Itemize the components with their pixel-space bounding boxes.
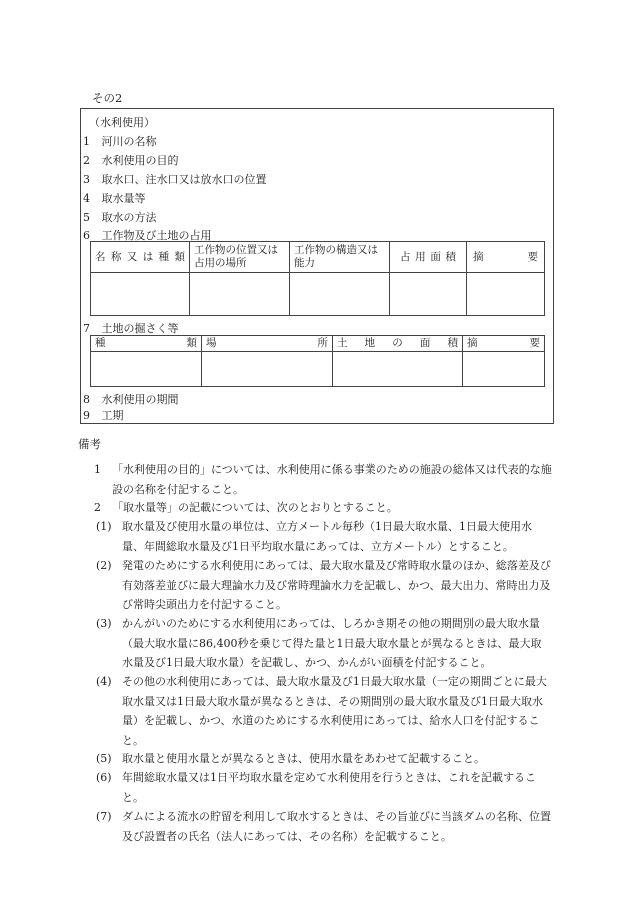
item-label: 取水口、注水口又は放水口の位置 xyxy=(101,173,267,186)
item-number: 9 xyxy=(83,409,90,422)
subnote-1 xyxy=(96,517,552,556)
box-title: （水利使用） xyxy=(89,116,155,129)
item-number: 2 xyxy=(83,154,90,167)
form-heading: その2 xyxy=(92,91,123,105)
item-3 xyxy=(83,171,267,187)
item-label: 取水量等 xyxy=(101,192,146,205)
header-cell: 名称又は種類 xyxy=(91,242,190,273)
item-number: 4 xyxy=(83,192,90,205)
remark-2 xyxy=(94,498,552,518)
form-box xyxy=(80,108,554,424)
table-cell[interactable] xyxy=(467,273,545,316)
subnote-7 xyxy=(96,807,552,846)
subnote-6 xyxy=(96,768,552,807)
item-label: 工作物及び土地の占用 xyxy=(101,229,212,242)
subnote-number: (7) xyxy=(96,810,112,823)
subnote-number: (1) xyxy=(96,520,112,533)
subnote-3 xyxy=(96,614,552,673)
subnote-number: (3) xyxy=(96,617,112,630)
header-cell: 占用面積 xyxy=(390,242,467,273)
item-label: 取水の方法 xyxy=(101,211,157,224)
item-label: 水利使用の目的 xyxy=(101,154,179,167)
remark-number: 1 xyxy=(94,463,101,476)
item-7 xyxy=(83,320,179,336)
remark-text: 「水利使用の目的」については、水利使用に係る事業のための施設の総体又は代表的な施設の名称を付記すること。 xyxy=(112,463,552,496)
subnote-number: (2) xyxy=(96,559,112,572)
table-cell[interactable] xyxy=(190,273,290,316)
subnote-text: 取水量と使用水量とが異なるときは、使用水量をあわせて記載すること。 xyxy=(122,752,485,765)
header-cell: 種類 xyxy=(91,336,202,352)
subnote-text: ダムによる流水の貯留を利用して取水するときは、その旨並びに当該ダムの名称、位置及び設置者の氏名（法人にあっては、その名称）を記載すること。 xyxy=(122,810,551,843)
item-8 xyxy=(83,391,179,407)
item-2 xyxy=(83,152,179,168)
item-label: 工期 xyxy=(101,409,124,422)
item-5 xyxy=(83,209,157,225)
item-1 xyxy=(83,133,157,149)
subnote-text: 年間総取水量又は1日平均取水量を定めて水利使用を行うときは、これを記載すること。 xyxy=(122,771,536,804)
header-cell: 土地の面積 xyxy=(333,336,463,352)
excavation-table xyxy=(90,335,545,387)
item-9 xyxy=(83,407,124,423)
table-cell[interactable] xyxy=(463,352,545,387)
occupancy-table xyxy=(90,241,545,316)
item-4 xyxy=(83,190,146,206)
remark-number: 2 xyxy=(94,501,101,514)
item-number: 3 xyxy=(83,173,90,186)
table-header-row xyxy=(91,336,545,352)
header-cell: 工作物の構造又は能力 xyxy=(290,242,390,273)
table-row xyxy=(91,273,545,316)
subnote-2 xyxy=(96,556,552,615)
subnote-number: (5) xyxy=(96,752,112,765)
header-cell: 場所 xyxy=(202,336,333,352)
item-number: 8 xyxy=(83,393,90,406)
item-label: 土地の掘さく等 xyxy=(101,322,179,335)
table-cell[interactable] xyxy=(91,273,190,316)
item-number: 6 xyxy=(83,229,90,242)
subnote-number: (6) xyxy=(96,771,112,784)
item-number: 1 xyxy=(83,135,90,148)
item-label: 水利使用の期間 xyxy=(101,393,179,406)
subnote-5 xyxy=(96,749,552,769)
subnote-text: かんがいのためにする水利使用にあっては、しろかき期その他の期間別の最大取水量（最大取水量に86,400秒を乗じて得た量と1日最大取水量とが異なるときは、最大取水量及び1日最大取水量）を記載し、かつ、かんがい面積を付記すること。 xyxy=(122,617,542,669)
item-number: 5 xyxy=(83,211,90,224)
remarks-title: 備考 xyxy=(78,437,101,451)
table-cell[interactable] xyxy=(390,273,467,316)
subnote-4 xyxy=(96,672,552,750)
subnote-text: 発電のためにする水利使用にあっては、最大取水量及び常時取水量のほか、総落差及び有効落差並びに最大理論水力及び常時理論水力を記載し、かつ、最大出力、常時出力及び常時尖頭出力を付記すること。 xyxy=(122,559,551,611)
table-cell[interactable] xyxy=(333,352,463,387)
subnote-text: 取水量及び使用水量の単位は、立方メートル毎秒（1日最大取水量、1日最大使用水量、年間総取水量及び1日平均取水量にあっては、立方メートル）とすること。 xyxy=(122,520,532,553)
table-cell[interactable] xyxy=(91,352,202,387)
table-cell[interactable] xyxy=(290,273,390,316)
table-cell[interactable] xyxy=(202,352,333,387)
table-header-row xyxy=(91,242,545,273)
header-cell: 摘要 xyxy=(463,336,545,352)
subnote-number: (4) xyxy=(96,675,112,688)
header-cell: 工作物の位置又は占用の場所 xyxy=(190,242,290,273)
remark-text: 「取水量等」の記載については、次のとおりとすること。 xyxy=(112,501,398,514)
header-cell: 摘要 xyxy=(467,242,545,273)
remark-1 xyxy=(94,460,552,499)
item-number: 7 xyxy=(83,322,90,335)
item-label: 河川の名称 xyxy=(101,135,157,148)
table-row xyxy=(91,352,545,387)
subnote-text: その他の水利使用にあっては、最大取水量及び1日最大取水量（一定の期間ごとに最大取水量又は1日最大取水量が異なるときは、その期間別の最大取水量及び1日最大取水量）を記載し、かつ、水道のためにする水利使用にあっては、給水人口を付記すること。 xyxy=(122,675,547,747)
